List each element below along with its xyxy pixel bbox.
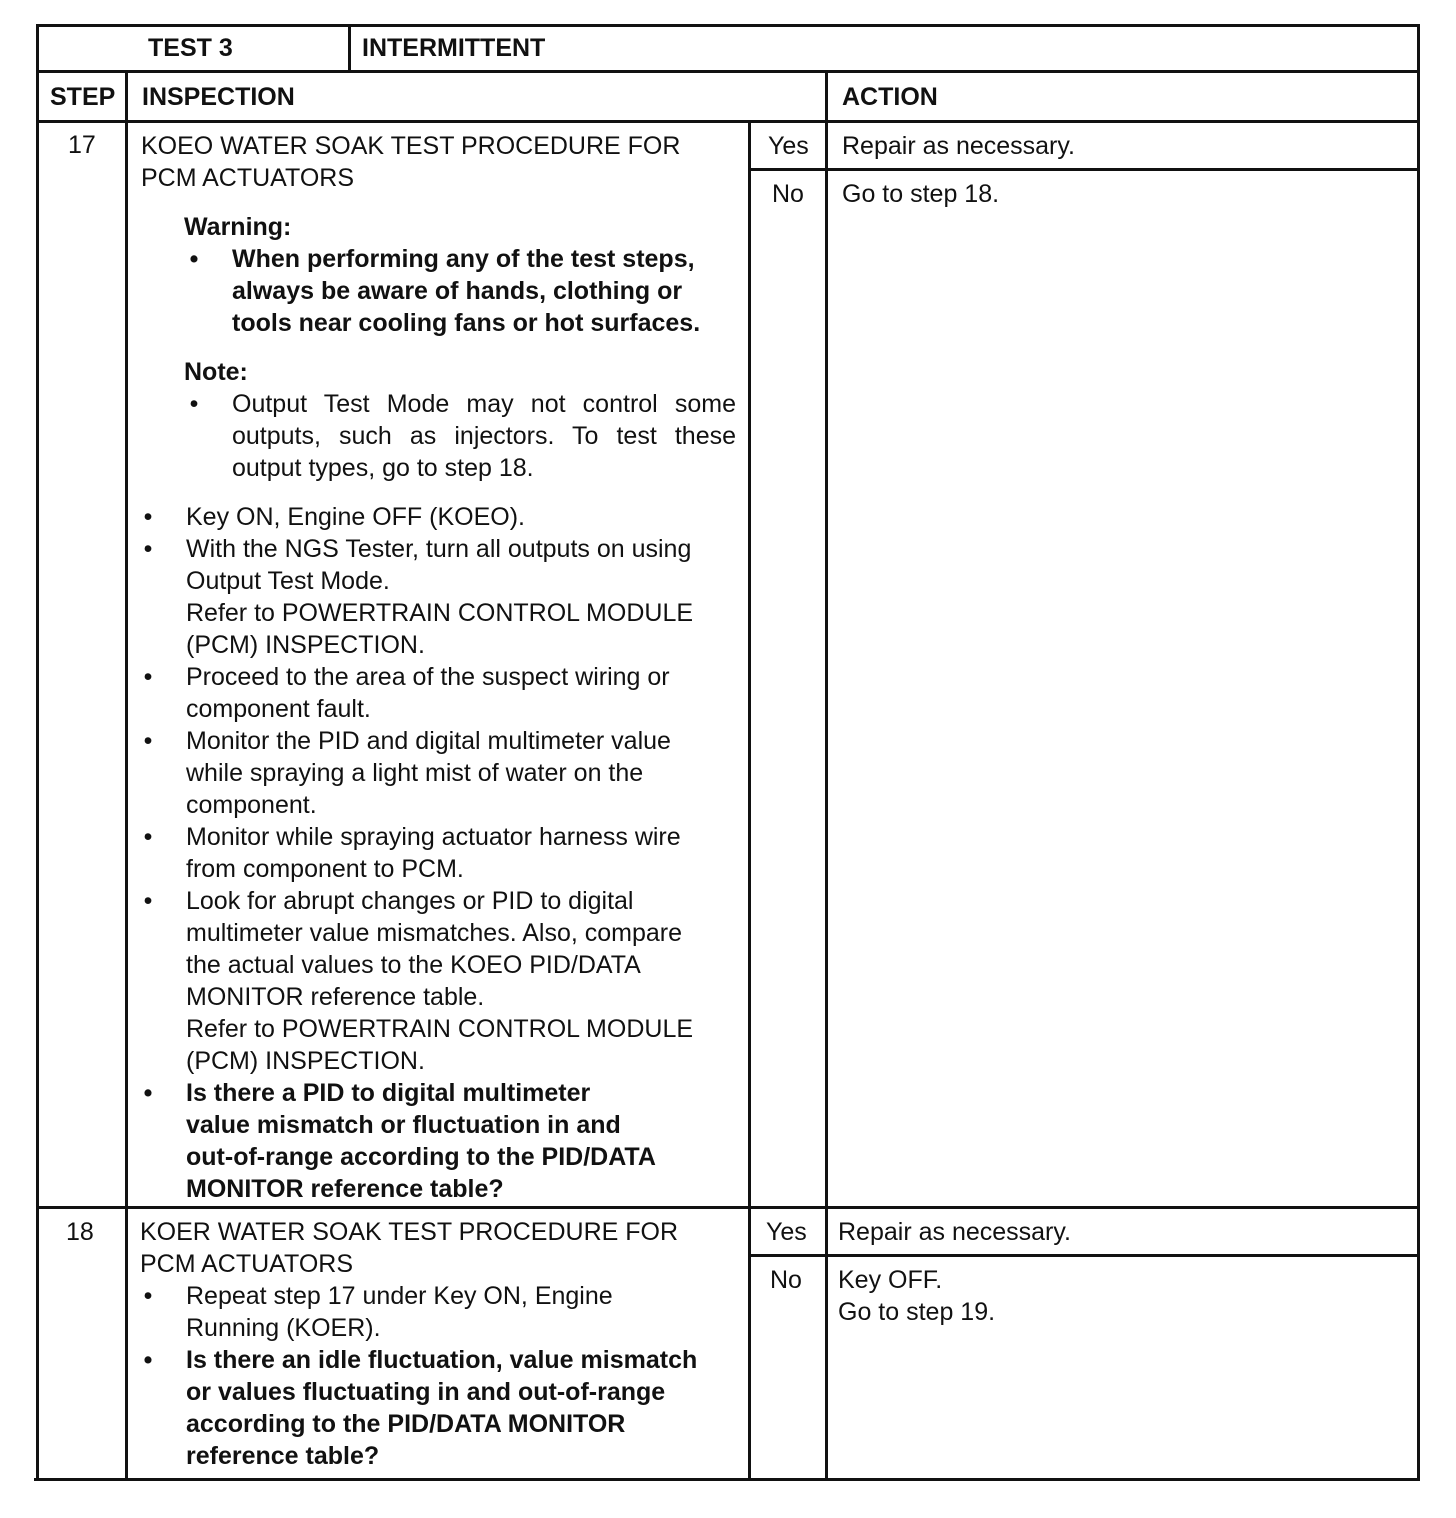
list-item: • Look for abrupt changes or PID to digital multimeter value mismatches. Also, compare the actual values to the KOEO PID/DATA MONITOR reference table. Refer to POWERTRAIN CONTROL MODULE (PCM) INSPECTION. xyxy=(138,885,746,1077)
list-item-line: out-of-range according to the PID/DATA xyxy=(186,1143,656,1171)
step-title-line: KOEO WATER SOAK TEST PROCEDURE FOR xyxy=(141,132,681,160)
list-item: • Monitor while spraying actuator harness wire from component to PCM. xyxy=(138,821,746,885)
list-item-line: Is there an idle fluctuation, value mismatch xyxy=(186,1346,698,1374)
list-item-line: according to the PID/DATA MONITOR xyxy=(186,1410,626,1438)
warning-text-line: always be aware of hands, clothing or xyxy=(232,277,683,305)
no-action: Go to step 19. xyxy=(838,1298,996,1326)
list-item-line: Running (KOER). xyxy=(186,1314,381,1342)
list-item-line: multimeter value mismatches. Also, compare xyxy=(186,919,683,947)
step-title-line: PCM ACTUATORS xyxy=(141,164,354,192)
list-item: • With the NGS Tester, turn all outputs on using Output Test Mode. Refer to POWERTRAIN CONTROL MODULE (PCM) INSPECTION. xyxy=(138,533,746,661)
list-item: • Proceed to the area of the suspect wiring or component fault. xyxy=(138,661,746,725)
step-number: 18 xyxy=(66,1218,94,1246)
list-item-question: • Is there an idle fluctuation, value mismatch or values fluctuating in and out-of-range according to the PID/DATA MONITOR reference table? xyxy=(138,1344,746,1472)
list-item-line: from component to PCM. xyxy=(186,855,464,883)
list-item-line: value mismatch or fluctuation in and xyxy=(186,1111,621,1139)
list-item-line: component fault. xyxy=(186,695,371,723)
warning-text-line: tools near cooling fans or hot surfaces. xyxy=(232,309,701,337)
list-item-line: Output Test Mode. xyxy=(186,567,390,595)
list-item-line: Monitor while spraying actuator harness wire xyxy=(186,823,681,851)
step-number: 17 xyxy=(68,131,96,159)
test-number: TEST 3 xyxy=(148,34,233,62)
list-item-line: the actual values to the KOEO PID/DATA xyxy=(186,951,641,979)
list-item-line: or values fluctuating in and out-of-range xyxy=(186,1378,666,1406)
list-item-line: Refer to POWERTRAIN CONTROL MODULE xyxy=(186,1015,694,1043)
step-17-bullet-list xyxy=(138,501,746,1205)
no-label: No xyxy=(770,1266,802,1294)
list-item-line: component. xyxy=(186,791,317,819)
list-item-line: Monitor the PID and digital multimeter value xyxy=(186,727,671,755)
yes-action: Repair as necessary. xyxy=(842,132,1075,160)
step-title xyxy=(140,1216,740,1280)
yes-action: Repair as necessary. xyxy=(838,1218,1071,1246)
no-action: Key OFF. xyxy=(838,1266,943,1294)
warning-label: Warning: xyxy=(184,213,292,241)
list-item-line: Repeat step 17 under Key ON, Engine xyxy=(186,1282,613,1310)
step-title-line: PCM ACTUATORS xyxy=(140,1250,353,1278)
list-item-line: Proceed to the area of the suspect wiring or xyxy=(186,663,670,691)
list-item-question: • Is there a PID to digital multimeter value mismatch or fluctuation in and out-of-range according to the PID/DATA MONITOR reference table? xyxy=(138,1077,746,1205)
note-label: Note: xyxy=(184,358,248,386)
no-action: Go to step 18. xyxy=(842,180,1000,208)
no-label: No xyxy=(772,180,804,208)
note-text-line: output types, go to step 18. xyxy=(232,454,534,482)
note-item: • Output Test Mode may not control some outputs, such as injectors. To test these output types, go to step 18. xyxy=(189,390,736,482)
step-title xyxy=(141,130,741,194)
list-item-line: Is there a PID to digital multimeter xyxy=(186,1079,591,1107)
list-item-line: (PCM) INSPECTION. xyxy=(186,1047,425,1075)
column-header-step: STEP xyxy=(50,83,116,111)
list-item-line: (PCM) INSPECTION. xyxy=(186,631,425,659)
list-item-line: Look for abrupt changes or PID to digital xyxy=(186,887,634,915)
list-item-line: while spraying a light mist of water on the xyxy=(186,759,644,787)
list-item-line: Key ON, Engine OFF (KOEO). xyxy=(186,503,525,531)
note-text-line: Output Test Mode may not control some xyxy=(232,390,736,418)
list-item-line: MONITOR reference table. xyxy=(186,983,485,1011)
warning-item: • When performing any of the test steps, always be aware of hands, clothing or tools near cooling fans or hot surfaces. xyxy=(184,243,744,339)
yes-label: Yes xyxy=(768,132,809,160)
list-item-line: Refer to POWERTRAIN CONTROL MODULE xyxy=(186,599,694,627)
step-18-bullet-list xyxy=(138,1280,746,1472)
yes-label: Yes xyxy=(766,1218,807,1246)
column-header-action: ACTION xyxy=(842,83,938,111)
list-item: • Repeat step 17 under Key ON, Engine Running (KOER). xyxy=(138,1280,746,1344)
list-item: • Monitor the PID and digital multimeter value while spraying a light mist of water on the component. xyxy=(138,725,746,821)
list-item-line: With the NGS Tester, turn all outputs on using xyxy=(186,535,692,563)
list-item: • Key ON, Engine OFF (KOEO). xyxy=(138,501,746,533)
warning-text-line: When performing any of the test steps, xyxy=(232,245,695,273)
column-header-inspection: INSPECTION xyxy=(142,83,295,111)
step-title-line: KOER WATER SOAK TEST PROCEDURE FOR xyxy=(140,1218,679,1246)
list-item-line: reference table? xyxy=(186,1442,380,1470)
test-title: INTERMITTENT xyxy=(362,34,546,62)
list-item-line: MONITOR reference table? xyxy=(186,1175,504,1203)
note-text-line: outputs, such as injectors. To test these xyxy=(232,422,736,450)
